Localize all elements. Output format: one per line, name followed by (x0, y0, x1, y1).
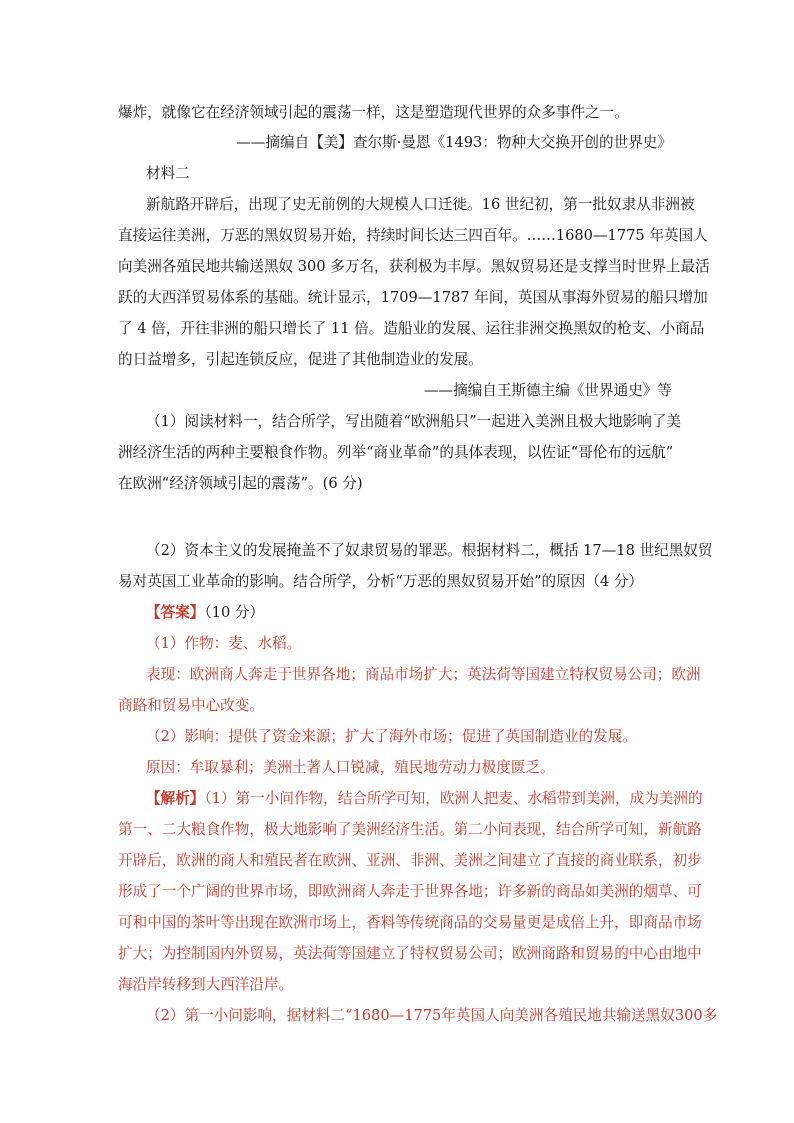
section-title: 材料二 (146, 165, 190, 182)
paragraph-line: 跃的大西洋贸易体系的基础。统计显示，1709—1787 年间，英国从事海外贸易的船只增加 (118, 289, 708, 306)
answer-heading (146, 603, 264, 623)
paragraph-line: 向美洲各殖民地共输送黑奴 300 多万名，获利极为丰厚。黑奴贸易还是支撑当时世界上最活 (118, 258, 710, 275)
paragraph-line: 新航路开辟后，出现了史无前例的大规模人口迁徙。16 世纪初，第一批奴隶从非洲被 (146, 196, 695, 213)
answer-tag: 【答案】 (146, 604, 205, 621)
question-line: 在欧洲“经济领域引起的震荡”。(6 分) (118, 475, 363, 492)
answer-line: 原因：牟取暴利；美洲土著人口锐减，殖民地劳动力极度匮乏。 (146, 759, 555, 776)
paragraph-line: 的日益增多，引起连锁反应，促进了其他制造业的发展。 (118, 351, 483, 368)
question-line: 易对英国工业革命的影响。结合所学，分析“万恶的黑奴贸易开始”的原因（4 分） (118, 573, 644, 590)
question-line: （1）阅读材料一，结合所学，写出随着“欧洲船只”一起进入美洲且极大地影响了美 (146, 413, 681, 430)
paragraph-line: 爆炸，就像它在经济领域引起的震荡一样，这是塑造现代世界的众多事件之一。 (118, 104, 629, 121)
citation: ——摘编自王斯德主编《世界通史》等 (423, 382, 672, 399)
analysis-line: （2）第一小问影响，据材料二“1680—1775年英国人向美洲各殖民地共输送黑奴300多 (146, 1007, 718, 1024)
analysis-line: 海沿岸转移到大西洋沿岸。 (118, 976, 294, 993)
analysis-text: （1）第一小问作物，结合所学可知，欧洲人把麦、水稻带到美洲，成为美洲的 (204, 790, 703, 807)
citation: ——摘编自【美】查尔斯·曼恩《1493：物种大交换开创的世界史》 (236, 134, 672, 151)
analysis-tag: 【解析】 (146, 790, 205, 807)
answer-line: （2）影响：提供了资金来源；扩大了海外市场；促进了英国制造业的发展。 (146, 728, 637, 745)
analysis-line: 开辟后，欧洲的商人和殖民者在欧洲、亚洲、非洲、美洲之间建立了直接的商业联系，初步 (118, 852, 702, 869)
analysis-line: 可和中国的茶叶等出现在欧洲市场上，香料等传统商品的交易量更是成倍上升，即商品市场 (118, 914, 702, 931)
answer-line: （1）作物：麦、水稻。 (146, 635, 302, 652)
answer-line: 商路和贸易中心改变。 (118, 697, 264, 714)
question-line: （2）资本主义的发展掩盖不了奴隶贸易的罪恶。根据材料二，概括 17—18 世纪黑奴贸 (146, 542, 713, 559)
analysis-line (146, 789, 703, 809)
analysis-line: 第一、二大粮食作物，极大地影响了美洲经济生活。第二小问表现，结合所学可知，新航路 (118, 821, 702, 838)
paragraph-line: 了 4 倍，开往非洲的船只增长了 11 倍。造船业的发展、运往非洲交换黑奴的枪支、小商品 (118, 320, 705, 337)
analysis-line: 扩大；为控制国内外贸易，英法荷等国建立了特权贸易公司；欧洲商路和贸易的中心由地中 (118, 945, 702, 962)
answer-score: （10 分） (204, 604, 265, 621)
answer-line: 表现：欧洲商人奔走于世界各地；商品市场扩大；英法荷等国建立特权贸易公司；欧洲 (146, 666, 701, 683)
paragraph-line: 直接运往美洲，万恶的黑奴贸易开始，持续时间长达三四百年。……1680—1775 年英国人 (118, 227, 708, 244)
analysis-line: 形成了一个广阔的世界市场，即欧洲商人奔走于世界各地；许多新的商品如美洲的烟草、可 (118, 883, 702, 900)
question-line: 洲经济生活的两种主要粮食作物。列举“商业革命”的具体表现，以佐证“哥伦布的远航” (118, 444, 674, 461)
